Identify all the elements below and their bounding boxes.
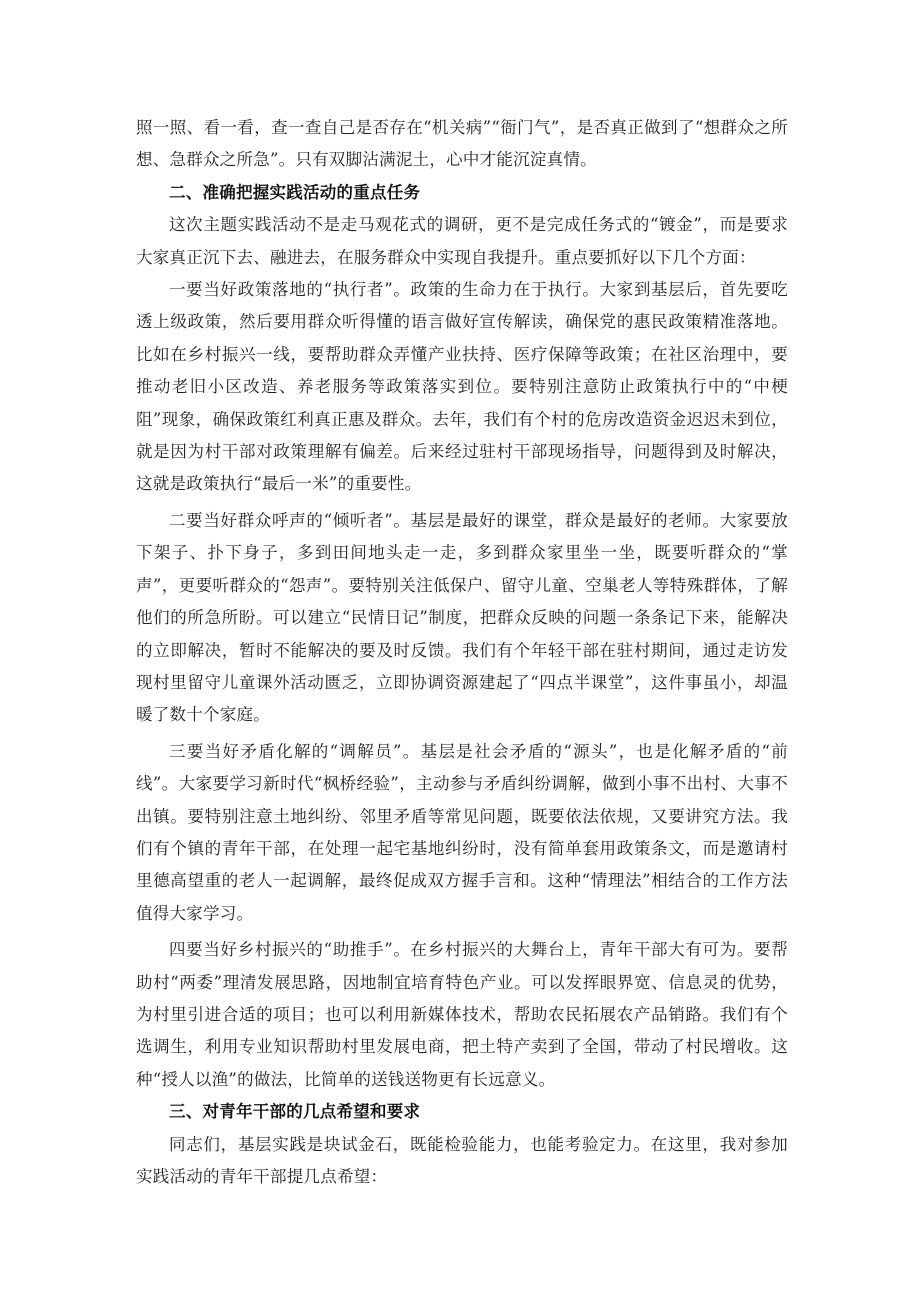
section-heading-three: 三、对青年干部的几点希望和要求 xyxy=(169,1102,421,1122)
paragraph-task-listener: 二要当好群众呼声的“倾听者”。基层是最好的课堂，群众是最好的老师。大家要放下架子、扑下身子，多到田间地头走一走，多到群众家里坐一坐，既要听群众的“掌声”，更要听群众的“怨声”。要特别关注低保户、留守儿童、空巢老人等特殊群体，了解他们的所急所盼。可以建立“民情日记”制度，把群众反映的问题一条条记下来，能解决的立即解决，暂时不能解决的要及时反馈。我们有个年轻干部在驻村期间，通过走访发现村里留守儿童课外活动匮乏，立即协调资源建起了“四点半课堂”，这件事虽小，却温暖了数十个家庭。 xyxy=(136,510,788,725)
paragraph-task-mediator: 三要当好矛盾化解的“调解员”。基层是社会矛盾的“源头”，也是化解矛盾的“前线”。大家要学习新时代“枫桥经验”，主动参与矛盾纠纷调解，做到小事不出村、大事不出镇。要特别注意土地纠纷、邻里矛盾等常见问题，既要依法依规，又要讲究方法。我们有个镇的青年干部，在处理一起宅基地纠纷时，没有简单套用政策条文，而是邀请村里德高望重的老人一起调解，最终促成双方握手言和。这种“情理法”相结合的工作方法值得大家学习。 xyxy=(136,741,788,923)
paragraph-task-promoter: 四要当好乡村振兴的“助推手”。在乡村振兴的大舞台上，青年干部大有可为。要帮助村“两委”理清发展思路，因地制宜培育特色产业。可以发挥眼界宽、信息灵的优势，为村里引进合适的项目；也可以利用新媒体技术，帮助农民拓展农产品销路。我们有个选调生，利用专业知识帮助村里发展电商，把土特产卖到了全国，带动了村民增收。这种“授人以渔”的做法，比简单的送钱送物更有长远意义。 xyxy=(136,940,788,1089)
document-body xyxy=(136,112,788,1193)
paragraph-task-executor: 一要当好政策落地的“执行者”。政策的生命力在于执行。大家到基层后，首先要吃透上级政策，然后要用群众听得懂的语言做好宣传解读，确保党的惠民政策精准落地。比如在乡村振兴一线，要帮助群众弄懂产业扶持、医疗保障等政策；在社区治理中，要推动老旧小区改造、养老服务等政策落实到位。要特别注意防止政策执行中的“中梗阻”现象，确保政策红利真正惠及群众。去年，我们有个村的危房改造资金迟迟未到位，就是因为村干部对政策理解有偏差。后来经过驻村干部现场指导，问题得到及时解决，这就是政策执行“最后一米”的重要性。 xyxy=(136,280,788,494)
paragraph-hopes-intro: 同志们，基层实践是块试金石，既能检验能力，也能考验定力。在这里，我对参加实践活动的青年干部提几点希望： xyxy=(136,1134,788,1186)
paragraph-continuation: 照一照、看一看，查一查自己是否存在“机关病”“衙门气”，是否真正做到了“想群众之所想、急群众之所急”。只有双脚沾满泥土，心中才能沉淀真情。 xyxy=(136,118,788,170)
paragraph-intro-tasks: 这次主题实践活动不是走马观花式的调研，更不是完成任务式的“镀金”，而是要求大家真正沉下去、融进去，在服务群众中实现自我提升。重点要抓好以下几个方面： xyxy=(136,215,788,267)
section-heading-two: 二、准确把握实践活动的重点任务 xyxy=(169,182,421,202)
